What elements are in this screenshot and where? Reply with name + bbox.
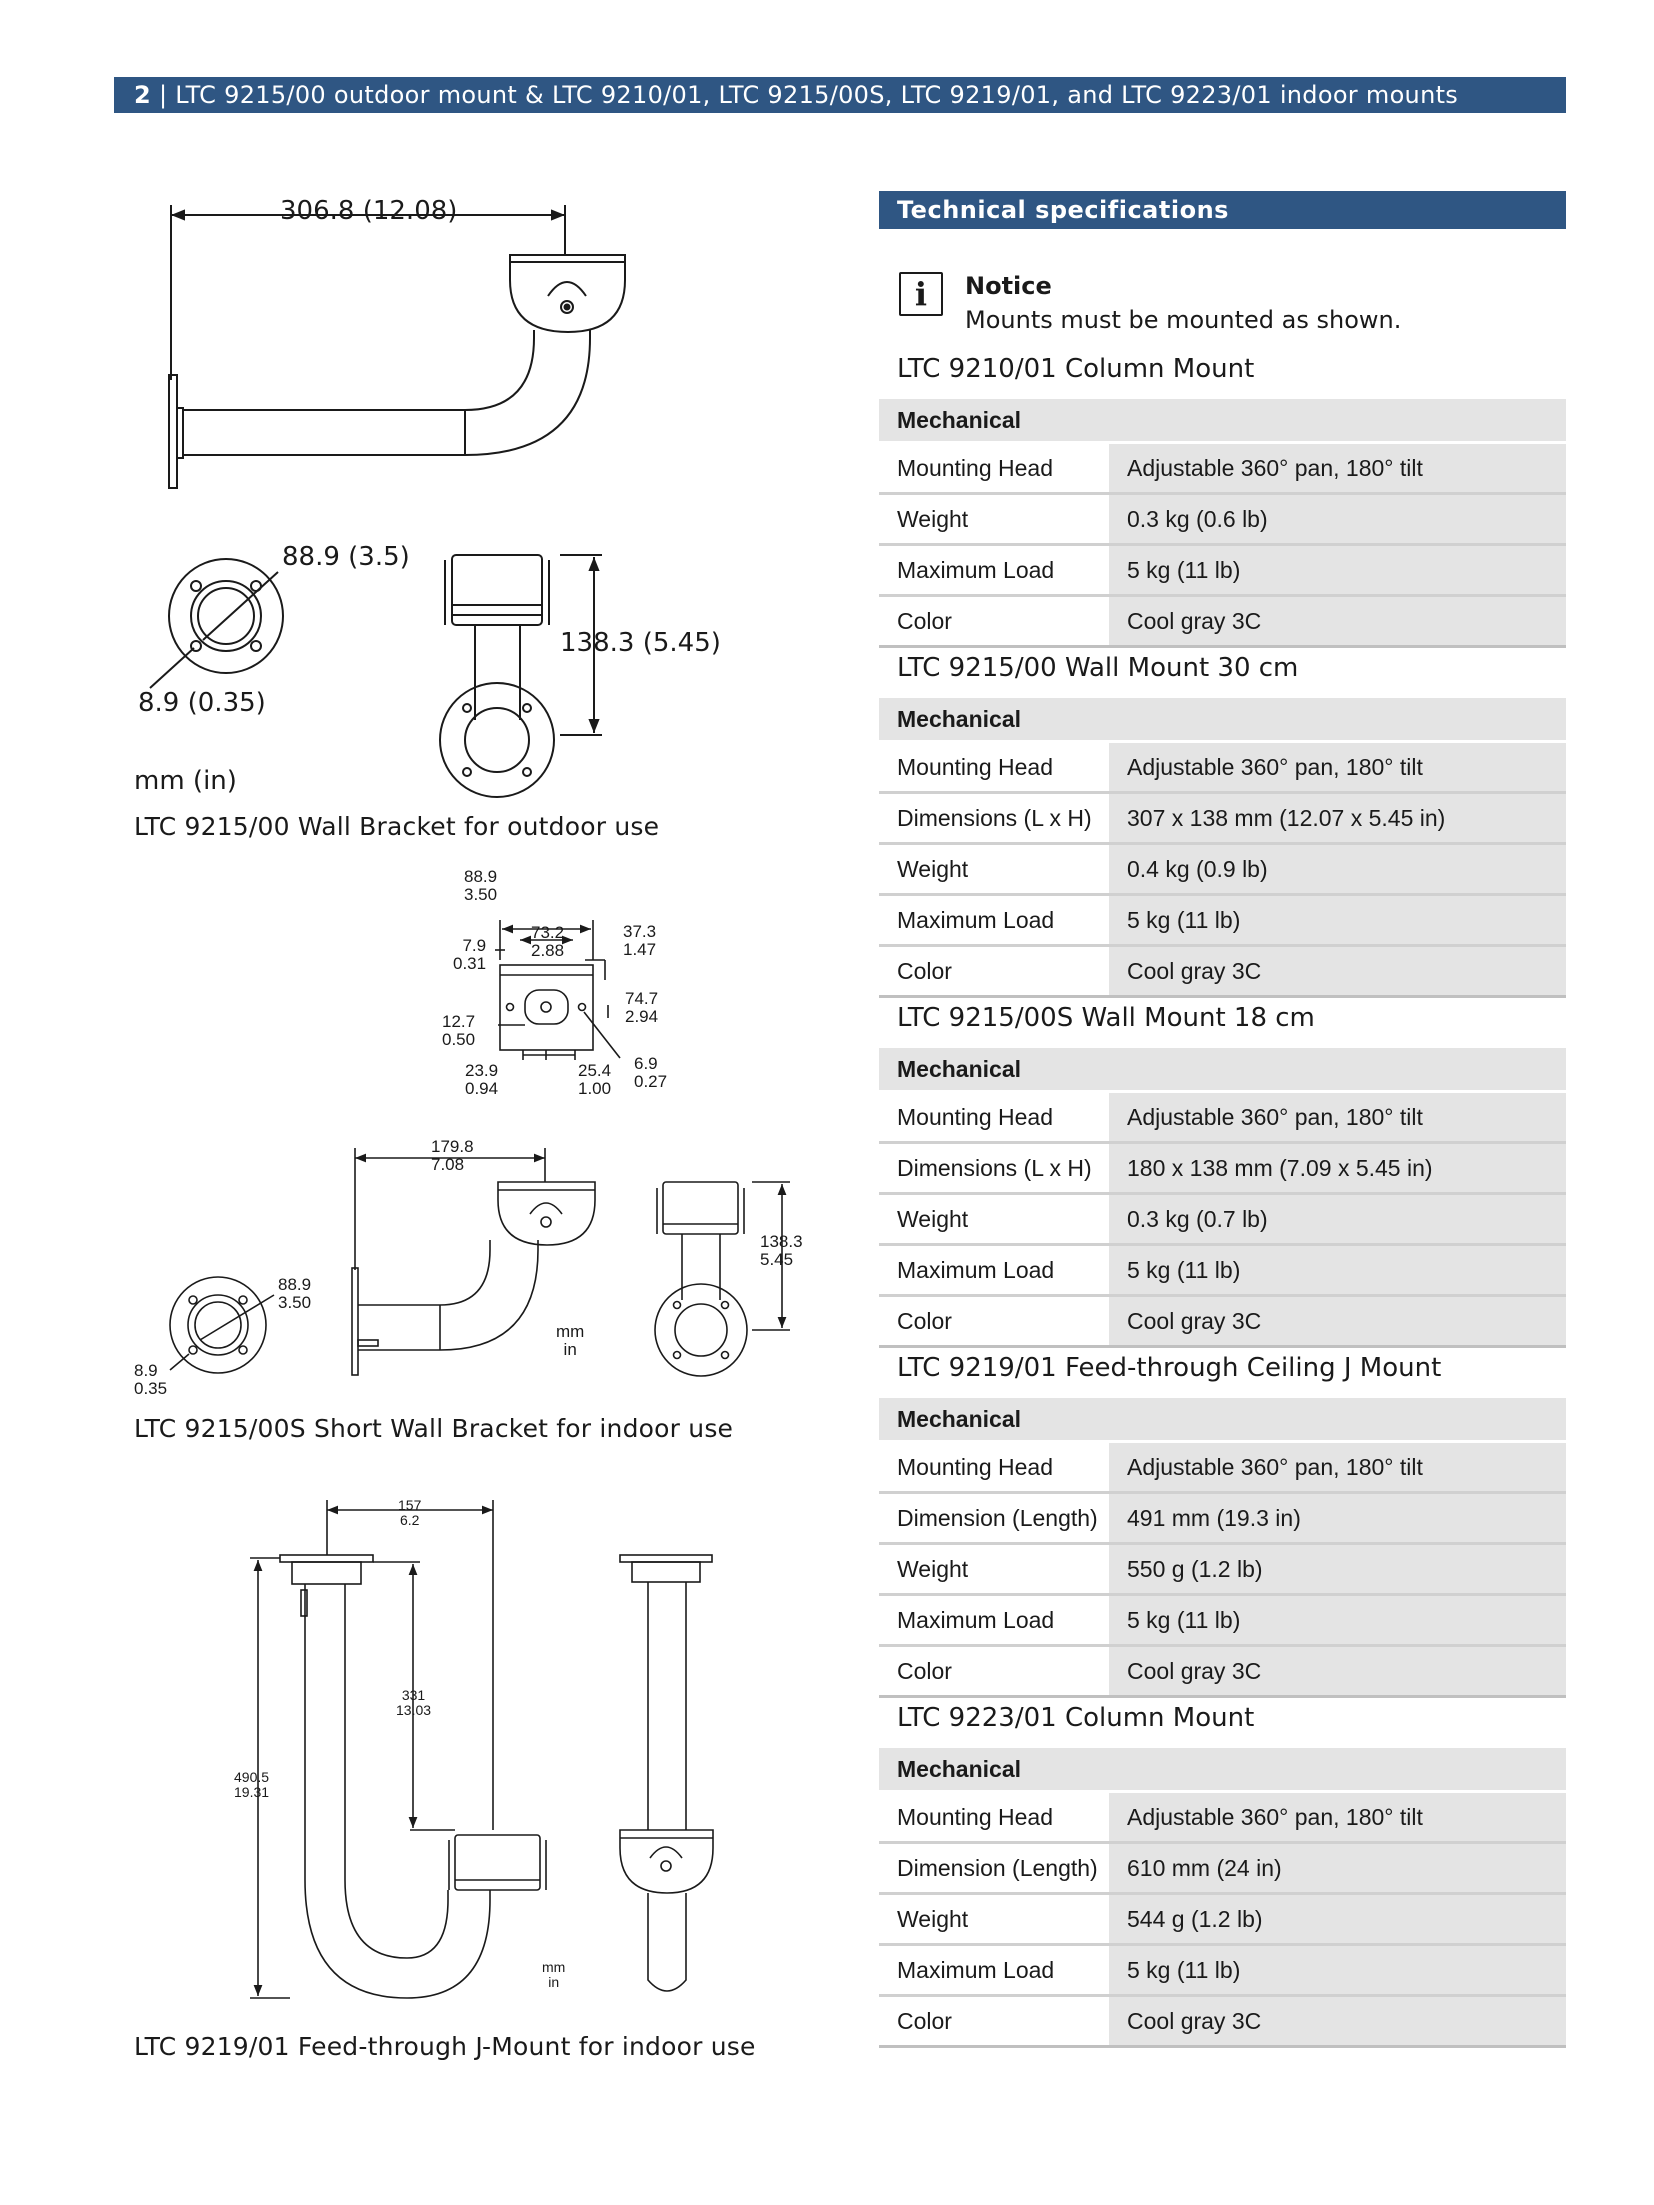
fig2-dim-right-spacing: 25.4 1.00 [578,1061,612,1098]
row-value: 5 kg (11 lb) [1109,1595,1566,1646]
row-value: Adjustable 360° pan, 180° tilt [1109,1092,1566,1143]
fig1-length-dimension: 306.8 (12.08) [280,196,458,226]
row-label: Color [879,1996,1109,2047]
table-row [879,1843,1566,1894]
table-header-row [879,698,1566,742]
row-value: Cool gray 3C [1109,1996,1566,2047]
row-value: 550 g (1.2 lb) [1109,1544,1566,1595]
row-label: Maximum Load [879,1245,1109,1296]
fig1-hole-dimension: 8.9 (0.35) [138,688,266,718]
notice-text: Mounts must be mounted as shown. [965,306,1402,334]
fig2-dim-hole-diameter: 6.9 0.27 [634,1054,668,1091]
table-row [879,1143,1566,1194]
table-heading: Mechanical [879,1748,1566,1792]
row-label: Dimensions (L x H) [879,1143,1109,1194]
row-label: Color [879,1646,1109,1697]
table-heading: Mechanical [879,1398,1566,1442]
row-label: Dimension (Length) [879,1493,1109,1544]
fig3-caption: LTC 9215/00S Short Wall Bracket for indoor use [134,1414,734,1443]
fig1-height-dimension: 138.3 (5.45) [560,628,721,658]
row-value: 544 g (1.2 lb) [1109,1894,1566,1945]
table-row [879,1092,1566,1143]
table-header-row [879,399,1566,443]
table-row [879,1646,1566,1697]
section-title: LTC 9210/01 Column Mount [897,354,1255,384]
row-label: Mounting Head [879,1792,1109,1843]
table-row [879,1442,1566,1493]
page-number: 2 [134,81,151,109]
table-heading: Mechanical [879,399,1566,443]
fig3-hole-dimension: 8.9 0.35 [134,1361,168,1398]
fig2-dim-head-width: 88.9 3.50 [464,867,498,904]
row-label: Mounting Head [879,742,1109,793]
row-label: Weight [879,494,1109,545]
fig2-dim-slot-width: 73.2 2.88 [531,923,565,960]
row-value: Cool gray 3C [1109,1646,1566,1697]
fig1-flange-view [150,559,283,688]
table-header-row [879,1398,1566,1442]
table-row [879,1996,1566,2047]
row-value: 0.4 kg (0.9 lb) [1109,844,1566,895]
table-row [879,1595,1566,1646]
row-value: Cool gray 3C [1109,596,1566,647]
row-label: Maximum Load [879,1595,1109,1646]
spec-table [879,399,1566,648]
row-label: Weight [879,844,1109,895]
table-row [879,844,1566,895]
row-label: Maximum Load [879,1945,1109,1996]
table-row [879,1493,1566,1544]
table-row [879,1544,1566,1595]
fig4-total-dimension: 490.5 19.31 [234,1769,270,1800]
spec-table [879,1748,1566,2048]
fig3-units-note: mm in [556,1322,585,1359]
row-value: 5 kg (11 lb) [1109,895,1566,946]
table-heading: Mechanical [879,698,1566,742]
table-header-row [879,1048,1566,1092]
row-label: Mounting Head [879,1092,1109,1143]
table-row [879,1792,1566,1843]
row-label: Maximum Load [879,545,1109,596]
fig3-flange-view [170,1277,274,1373]
table-row [879,1945,1566,1996]
row-value: Adjustable 360° pan, 180° tilt [1109,1442,1566,1493]
info-icon: i [899,272,943,316]
section-title: LTC 9219/01 Feed-through Ceiling J Mount [897,1353,1442,1383]
fig4-caption: LTC 9219/01 Feed-through J-Mount for indoor use [134,2032,756,2061]
fig2-dim-offset-top: 37.3 1.47 [623,922,657,959]
table-row [879,443,1566,494]
row-value: Adjustable 360° pan, 180° tilt [1109,742,1566,793]
row-label: Maximum Load [879,895,1109,946]
fig4-width-dimension: 157 6.2 [398,1497,422,1528]
row-value: Cool gray 3C [1109,1296,1566,1347]
table-row [879,793,1566,844]
fig2-dim-slot-offset: 12.7 0.50 [442,1012,476,1049]
fig1-side-view [169,205,625,488]
section-title: LTC 9223/01 Column Mount [897,1703,1255,1733]
row-value: Adjustable 360° pan, 180° tilt [1109,443,1566,494]
row-label: Dimensions (L x H) [879,793,1109,844]
fig1-front-view [440,555,602,797]
table-row [879,1296,1566,1347]
row-label: Mounting Head [879,443,1109,494]
row-value: 491 mm (19.3 in) [1109,1493,1566,1544]
page-header-title: | LTC 9215/00 outdoor mount & LTC 9210/01, LTC 9215/00S, LTC 9219/01, and LTC 9223/01 indoor mounts [158,81,1459,109]
row-value: 307 x 138 mm (12.07 x 5.45 in) [1109,793,1566,844]
table-row [879,742,1566,793]
row-value: 180 x 138 mm (7.09 x 5.45 in) [1109,1143,1566,1194]
row-label: Weight [879,1544,1109,1595]
row-label: Weight [879,1194,1109,1245]
fig2-dim-left-spacing: 23.9 0.94 [465,1061,499,1098]
row-label: Color [879,946,1109,997]
fig3-length-dimension: 179.8 7.08 [431,1137,474,1174]
table-header-row [879,1748,1566,1792]
row-value: 0.3 kg (0.6 lb) [1109,494,1566,545]
fig1-caption: LTC 9215/00 Wall Bracket for outdoor use [134,812,660,841]
fig4-units-note: mm in [542,1959,566,1990]
fig3-front-view [655,1182,790,1376]
row-value: 610 mm (24 in) [1109,1843,1566,1894]
table-row [879,596,1566,647]
row-label: Dimension (Length) [879,1843,1109,1894]
row-label: Color [879,1296,1109,1347]
row-value: 5 kg (11 lb) [1109,1245,1566,1296]
fig3-diameter-dimension: 88.9 3.50 [278,1275,312,1312]
fig1-diameter-dimension: 88.9 (3.5) [282,542,410,572]
section-title: LTC 9215/00S Wall Mount 18 cm [897,1003,1315,1033]
specs-heading: Technical specifications [879,191,1566,229]
table-row [879,946,1566,997]
row-value: Adjustable 360° pan, 180° tilt [1109,1792,1566,1843]
table-heading: Mechanical [879,1048,1566,1092]
fig1-units-note: mm (in) [134,766,237,796]
row-value: 5 kg (11 lb) [1109,1945,1566,1996]
spec-table [879,698,1566,998]
spec-table [879,1048,1566,1348]
fig3-height-dimension: 138.3 5.45 [760,1232,803,1269]
table-row [879,895,1566,946]
row-value: 5 kg (11 lb) [1109,545,1566,596]
section-title: LTC 9215/00 Wall Mount 30 cm [897,653,1299,683]
fig2-dim-hole-spacing: 74.7 2.94 [625,989,659,1026]
notice-title: Notice [965,272,1052,300]
fig2-dim-edge: 7.9 0.31 [453,936,487,973]
table-row [879,545,1566,596]
table-row [879,1194,1566,1245]
table-row [879,1894,1566,1945]
row-label: Mounting Head [879,1442,1109,1493]
row-value: Cool gray 3C [1109,946,1566,997]
row-label: Color [879,596,1109,647]
table-row [879,494,1566,545]
row-value: 0.3 kg (0.7 lb) [1109,1194,1566,1245]
table-row [879,1245,1566,1296]
row-label: Weight [879,1894,1109,1945]
spec-table [879,1398,1566,1698]
fig4-drop-dimension: 331 13.03 [396,1687,432,1718]
fig4-side-view [250,1497,546,1998]
fig4-front-view [620,1555,713,1991]
